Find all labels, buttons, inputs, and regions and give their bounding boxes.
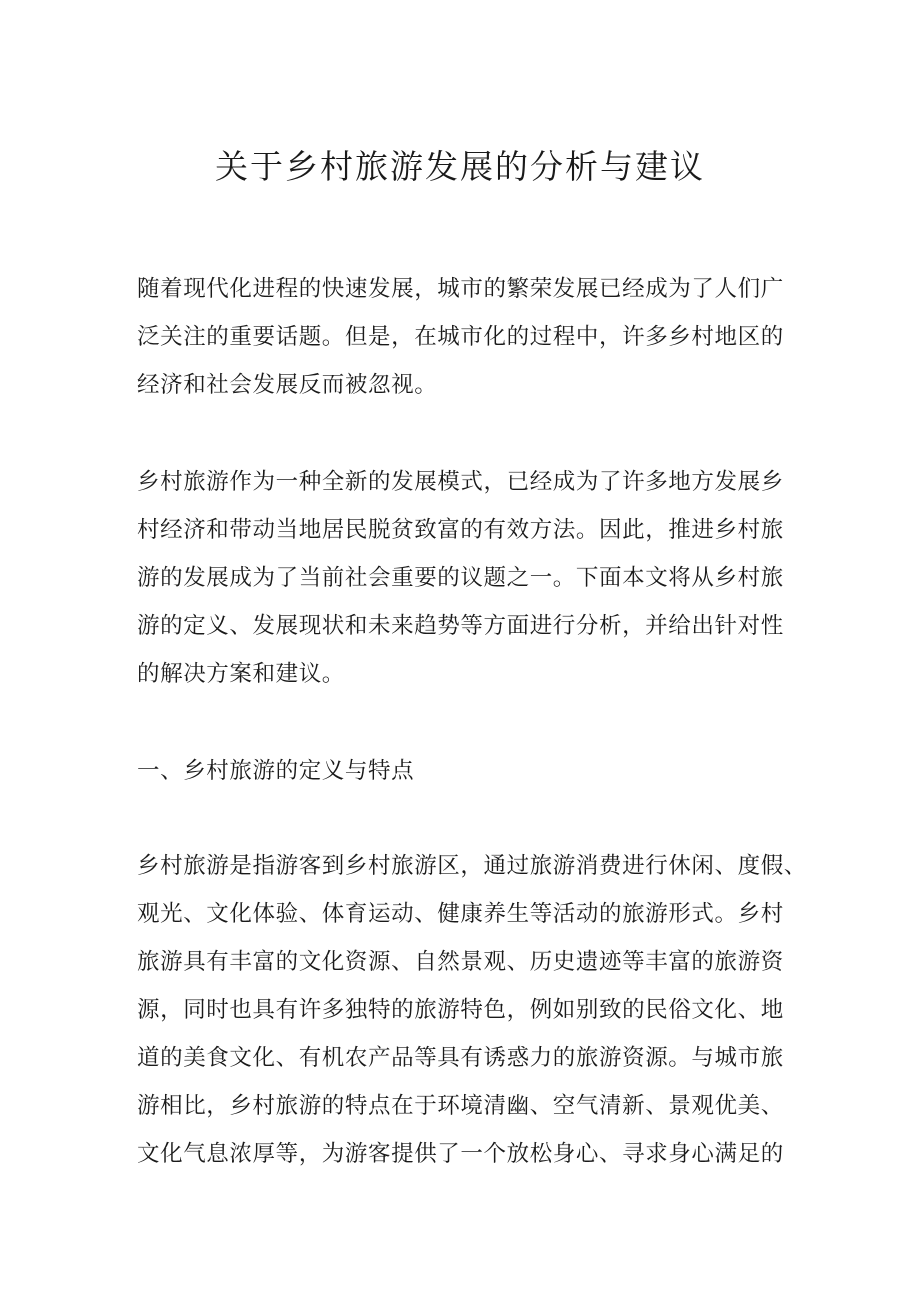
paragraph-line: 泛关注的重要话题。但是，在城市化的过程中，许多乡村地区的 <box>137 324 784 350</box>
paragraph-line: 乡村旅游作为一种全新的发展模式，已经成为了许多地方发展乡 <box>137 469 784 495</box>
paragraph-line: 随着现代化进程的快速发展，城市的繁荣发展已经成为了人们广 <box>137 276 784 302</box>
section-heading: 一、乡村旅游的定义与特点 <box>137 758 415 784</box>
paragraph-line: 观光、文化体验、体育运动、健康养生等活动的旅游形式。乡村 <box>137 901 784 927</box>
paragraph-line: 村经济和带动当地居民脱贫致富的有效方法。因此，推进乡村旅 <box>137 517 784 543</box>
paragraph-line: 文化气息浓厚等，为游客提供了一个放松身心、寻求身心满足的 <box>137 1141 784 1167</box>
paragraph-line: 源，同时也具有许多独特的旅游特色，例如别致的民俗文化、地 <box>137 997 784 1023</box>
paragraph-line: 道的美食文化、有机农产品等具有诱惑力的旅游资源。与城市旅 <box>137 1045 784 1071</box>
paragraph-line: 游相比，乡村旅游的特点在于环境清幽、空气清新、景观优美、 <box>137 1093 784 1119</box>
paragraph-line: 经济和社会发展反而被忽视。 <box>137 372 438 398</box>
paragraph-line: 游的定义、发展现状和未来趋势等方面进行分析，并给出针对性 <box>137 613 784 639</box>
document-title: 关于乡村旅游发展的分析与建议 <box>215 147 705 186</box>
paragraph-line: 旅游具有丰富的文化资源、自然景观、历史遗迹等丰富的旅游资 <box>137 949 784 975</box>
paragraph-line: 乡村旅游是指游客到乡村旅游区，通过旅游消费进行休闲、度假、 <box>137 853 807 879</box>
paragraph-line: 的解决方案和建议。 <box>137 661 345 687</box>
paragraph-line: 游的发展成为了当前社会重要的议题之一。下面本文将从乡村旅 <box>137 565 784 591</box>
